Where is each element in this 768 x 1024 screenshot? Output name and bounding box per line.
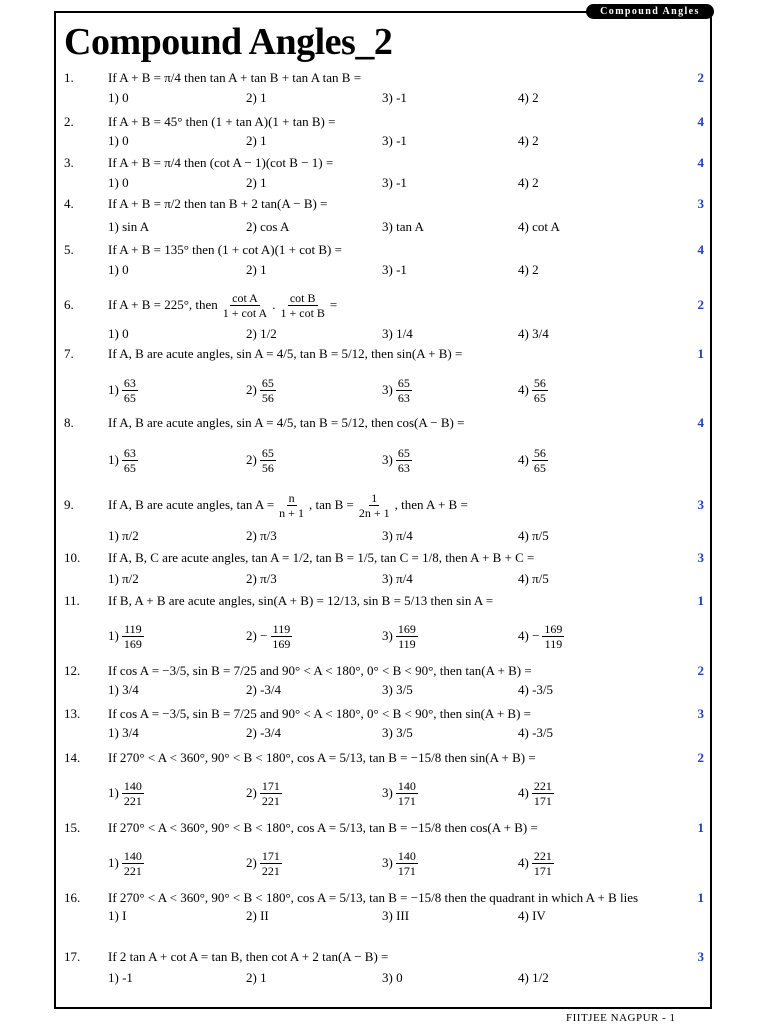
question-number: 6. bbox=[64, 297, 74, 312]
fraction-numerator: 140 bbox=[123, 778, 142, 793]
option-2: 2) 1 bbox=[246, 262, 267, 277]
question-number: 12. bbox=[64, 663, 81, 678]
fraction-denominator: 65 bbox=[533, 390, 546, 405]
fraction-denominator: n + 1 bbox=[279, 505, 304, 520]
question-number: 17. bbox=[64, 949, 81, 964]
option-1 bbox=[108, 775, 147, 811]
fraction-numerator: cot B bbox=[289, 290, 316, 305]
option-1: 1) π/2 bbox=[108, 528, 139, 543]
option-2 bbox=[246, 845, 285, 881]
option-4: 4) 2 bbox=[518, 90, 539, 105]
fraction-denominator: 65 bbox=[123, 460, 136, 475]
question-text bbox=[108, 486, 468, 524]
fraction-denominator: 119 bbox=[398, 636, 416, 651]
option-label: 4) bbox=[518, 382, 529, 397]
fraction bbox=[221, 291, 269, 320]
option-1: 1) I bbox=[108, 908, 127, 923]
option-1 bbox=[108, 618, 147, 654]
option-label: 1) bbox=[108, 628, 119, 643]
question-text: If A, B are acute angles, sin A = 4/5, tan B = 5/12, then sin(A + B) = bbox=[108, 346, 463, 361]
question-number: 9. bbox=[64, 497, 74, 512]
option-2: 2) 1 bbox=[246, 175, 267, 190]
option-label: 1) bbox=[108, 452, 119, 467]
question-number: 4. bbox=[64, 196, 74, 211]
option-3: 3) tan A bbox=[382, 219, 424, 234]
option-label: 4) − bbox=[518, 628, 540, 643]
question-number: 8. bbox=[64, 415, 74, 430]
fraction-numerator: 65 bbox=[397, 375, 410, 390]
option-3: 3) III bbox=[382, 908, 410, 923]
answer-key: 3 bbox=[697, 497, 704, 512]
option-1: 1) 3/4 bbox=[108, 682, 139, 697]
option-1 bbox=[108, 442, 141, 478]
option-label: 1) bbox=[108, 855, 119, 870]
option-label: 3) bbox=[382, 785, 393, 800]
option-2: 2) -3/4 bbox=[246, 682, 282, 697]
question-text: If A + B = π/2 then tan B + 2 tan(A − B) = bbox=[108, 196, 328, 211]
question-text-mid: , tan B = bbox=[308, 497, 354, 512]
option-1: 1) 0 bbox=[108, 90, 129, 105]
fraction-denominator: 171 bbox=[533, 793, 552, 808]
fraction-numerator: 140 bbox=[123, 848, 142, 863]
fraction-numerator: 65 bbox=[261, 375, 274, 390]
option-2: 2) -3/4 bbox=[246, 725, 282, 740]
option-4: 4) 2 bbox=[518, 133, 539, 148]
option-2: 2) 1 bbox=[246, 90, 267, 105]
question-number: 16. bbox=[64, 890, 81, 905]
fraction bbox=[260, 849, 282, 878]
question-text: If 270° < A < 360°, 90° < B < 180°, cos A = 5/13, tan B = −15/8 then sin(A + B) = bbox=[108, 750, 536, 765]
question-text: If cos A = −3/5, sin B = 7/25 and 90° < A < 180°, 0° < B < 90°, then sin(A + B) = bbox=[108, 706, 531, 721]
option-3: 3) π/4 bbox=[382, 528, 413, 543]
fraction-numerator: 221 bbox=[533, 848, 552, 863]
answer-key: 3 bbox=[697, 706, 704, 721]
question-text-lead: If A + B = 225°, then bbox=[108, 297, 218, 312]
question-number: 5. bbox=[64, 242, 74, 257]
option-label: 3) bbox=[382, 382, 393, 397]
option-label: 3) bbox=[382, 855, 393, 870]
answer-key: 2 bbox=[697, 663, 704, 678]
fraction-numerator: 221 bbox=[533, 778, 552, 793]
fraction-denominator: 65 bbox=[123, 390, 136, 405]
fraction bbox=[396, 446, 412, 475]
fraction bbox=[532, 849, 554, 878]
fraction bbox=[277, 491, 306, 520]
answer-key: 3 bbox=[697, 550, 704, 565]
option-1: 1) 0 bbox=[108, 262, 129, 277]
fraction bbox=[270, 622, 292, 651]
option-1: 1) -1 bbox=[108, 970, 133, 985]
option-4 bbox=[518, 845, 557, 881]
option-2 bbox=[246, 442, 279, 478]
question-text bbox=[108, 286, 337, 324]
answer-key: 1 bbox=[697, 820, 704, 835]
option-4: 4) -3/5 bbox=[518, 725, 554, 740]
option-2: 2) cos A bbox=[246, 219, 290, 234]
header-tag: Compound Angles bbox=[586, 4, 714, 19]
fraction bbox=[122, 446, 138, 475]
option-1: 1) 0 bbox=[108, 326, 129, 341]
fraction bbox=[260, 446, 276, 475]
fraction bbox=[396, 849, 418, 878]
question-text: If 270° < A < 360°, 90° < B < 180°, cos A = 5/13, tan B = −15/8 then cos(A + B) = bbox=[108, 820, 538, 835]
option-4: 4) 2 bbox=[518, 175, 539, 190]
option-4 bbox=[518, 372, 551, 408]
fraction-numerator: 140 bbox=[397, 778, 416, 793]
option-label: 2) bbox=[246, 855, 257, 870]
fraction-denominator: 56 bbox=[261, 390, 274, 405]
fraction-numerator: n bbox=[288, 490, 295, 505]
fraction-denominator: 119 bbox=[544, 636, 563, 651]
option-3: 3) 3/5 bbox=[382, 725, 413, 740]
option-label: 1) bbox=[108, 785, 119, 800]
answer-key: 3 bbox=[697, 196, 704, 211]
fraction-numerator: 65 bbox=[397, 445, 410, 460]
answer-key: 1 bbox=[697, 346, 704, 361]
option-label: 4) bbox=[518, 785, 529, 800]
fraction-denominator: 221 bbox=[123, 863, 142, 878]
question-text: If 270° < A < 360°, 90° < B < 180°, cos A = 5/13, tan B = −15/8 then the quadrant in which A + B lies bbox=[108, 890, 639, 905]
option-2: 2) 1/2 bbox=[246, 326, 277, 341]
option-label: 4) bbox=[518, 855, 529, 870]
fraction-numerator: 63 bbox=[123, 445, 136, 460]
fraction-numerator: 1 bbox=[371, 490, 378, 505]
option-3 bbox=[382, 775, 421, 811]
page-title: Compound Angles_2 bbox=[64, 21, 393, 63]
question-number: 10. bbox=[64, 550, 81, 565]
question-text: If A + B = 135° then (1 + cot A)(1 + cot B) = bbox=[108, 242, 342, 257]
question-text: If B, A + B are acute angles, sin(A + B) = 12/13, sin B = 5/13 then sin A = bbox=[108, 593, 494, 608]
option-4: 4) -3/5 bbox=[518, 682, 554, 697]
option-2: 2) π/3 bbox=[246, 528, 277, 543]
fraction bbox=[122, 849, 144, 878]
fraction-denominator: 63 bbox=[397, 390, 410, 405]
fraction-numerator: 171 bbox=[261, 778, 280, 793]
option-3: 3) 1/4 bbox=[382, 326, 413, 341]
fraction bbox=[532, 446, 548, 475]
fraction bbox=[396, 779, 418, 808]
option-label: 4) bbox=[518, 452, 529, 467]
option-1 bbox=[108, 845, 147, 881]
question-number: 14. bbox=[64, 750, 81, 765]
answer-key: 4 bbox=[697, 155, 704, 170]
multiply-dot: . bbox=[272, 297, 276, 312]
option-2 bbox=[246, 775, 285, 811]
page-footer: FIITJEE NAGPUR - 1 bbox=[566, 1012, 676, 1024]
fraction-denominator: 171 bbox=[397, 793, 416, 808]
question-text: If cos A = −3/5, sin B = 7/25 and 90° < A < 180°, 0° < B < 90°, then tan(A + B) = bbox=[108, 663, 532, 678]
fraction bbox=[260, 376, 276, 405]
option-2: 2) II bbox=[246, 908, 269, 923]
question-number: 3. bbox=[64, 155, 74, 170]
answer-key: 3 bbox=[697, 949, 704, 964]
option-label: 3) bbox=[382, 452, 393, 467]
question-text: If A + B = π/4 then tan A + tan B + tan A tan B = bbox=[108, 70, 362, 85]
fraction bbox=[122, 376, 138, 405]
option-3: 3) π/4 bbox=[382, 571, 413, 586]
fraction bbox=[122, 779, 144, 808]
option-label: 2) bbox=[246, 452, 257, 467]
option-3: 3) 3/5 bbox=[382, 682, 413, 697]
question-text: If A + B = π/4 then (cot A − 1)(cot B − 1) = bbox=[108, 155, 334, 170]
option-4: 4) IV bbox=[518, 908, 546, 923]
fraction-denominator: 171 bbox=[533, 863, 552, 878]
option-3 bbox=[382, 845, 421, 881]
fraction-denominator: 221 bbox=[123, 793, 142, 808]
option-4 bbox=[518, 442, 551, 478]
equals-sign: = bbox=[329, 297, 338, 312]
fraction bbox=[278, 291, 326, 320]
fraction-numerator: 140 bbox=[397, 848, 416, 863]
fraction-numerator: 119 bbox=[272, 621, 291, 636]
option-1: 1) 0 bbox=[108, 133, 129, 148]
answer-key: 1 bbox=[697, 890, 704, 905]
option-label: 2) − bbox=[246, 628, 268, 643]
fraction-denominator: 1 + cot A bbox=[222, 305, 268, 320]
fraction bbox=[357, 491, 392, 520]
question-number: 11. bbox=[64, 593, 80, 608]
option-4 bbox=[518, 775, 557, 811]
option-3: 3) -1 bbox=[382, 175, 407, 190]
fraction bbox=[260, 779, 282, 808]
fraction-denominator: 169 bbox=[272, 636, 291, 651]
fraction bbox=[542, 622, 564, 651]
fraction bbox=[396, 376, 412, 405]
fraction-denominator: 65 bbox=[533, 460, 546, 475]
answer-key: 4 bbox=[697, 242, 704, 257]
fraction-numerator: 171 bbox=[261, 848, 280, 863]
fraction-numerator: 169 bbox=[397, 621, 416, 636]
answer-key: 2 bbox=[697, 750, 704, 765]
option-4 bbox=[518, 618, 567, 654]
fraction bbox=[122, 622, 144, 651]
option-3: 3) -1 bbox=[382, 90, 407, 105]
question-number: 2. bbox=[64, 114, 74, 129]
fraction bbox=[396, 622, 418, 651]
fraction-denominator: 171 bbox=[397, 863, 416, 878]
option-4: 4) cot A bbox=[518, 219, 560, 234]
option-1: 1) sin A bbox=[108, 219, 150, 234]
question-text: If A, B are acute angles, sin A = 4/5, tan B = 5/12, then cos(A − B) = bbox=[108, 415, 465, 430]
question-text-lead: If A, B are acute angles, tan A = bbox=[108, 497, 275, 512]
option-3: 3) 0 bbox=[382, 970, 403, 985]
option-1 bbox=[108, 372, 141, 408]
fraction-numerator: 119 bbox=[124, 621, 142, 636]
fraction-denominator: 221 bbox=[261, 793, 280, 808]
fraction-denominator: 56 bbox=[261, 460, 274, 475]
option-label: 2) bbox=[246, 785, 257, 800]
option-3 bbox=[382, 618, 421, 654]
option-label: 3) bbox=[382, 628, 393, 643]
answer-key: 4 bbox=[697, 114, 704, 129]
option-2 bbox=[246, 372, 279, 408]
fraction-denominator: 1 + cot B bbox=[280, 305, 325, 320]
option-3: 3) -1 bbox=[382, 133, 407, 148]
fraction-denominator: 169 bbox=[123, 636, 142, 651]
question-text: If 2 tan A + cot A = tan B, then cot A + 2 tan(A − B) = bbox=[108, 949, 389, 964]
question-number: 15. bbox=[64, 820, 81, 835]
fraction bbox=[532, 376, 548, 405]
option-4: 4) π/5 bbox=[518, 528, 549, 543]
fraction-denominator: 221 bbox=[261, 863, 280, 878]
fraction-denominator: 63 bbox=[397, 460, 410, 475]
option-2 bbox=[246, 618, 295, 654]
option-label: 1) bbox=[108, 382, 119, 397]
answer-key: 2 bbox=[697, 70, 704, 85]
option-4: 4) π/5 bbox=[518, 571, 549, 586]
option-1: 1) 3/4 bbox=[108, 725, 139, 740]
fraction-numerator: cot A bbox=[232, 290, 258, 305]
fraction-numerator: 56 bbox=[533, 445, 546, 460]
fraction-numerator: 65 bbox=[261, 445, 274, 460]
fraction-denominator: 2n + 1 bbox=[358, 505, 390, 520]
option-3 bbox=[382, 442, 415, 478]
option-4: 4) 3/4 bbox=[518, 326, 549, 341]
option-1: 1) π/2 bbox=[108, 571, 139, 586]
fraction-numerator: 169 bbox=[544, 621, 563, 636]
option-4: 4) 2 bbox=[518, 262, 539, 277]
answer-key: 1 bbox=[697, 593, 704, 608]
option-3 bbox=[382, 372, 415, 408]
option-3: 3) -1 bbox=[382, 262, 407, 277]
option-4: 4) 1/2 bbox=[518, 970, 549, 985]
option-label: 2) bbox=[246, 382, 257, 397]
question-text-tail: , then A + B = bbox=[394, 497, 468, 512]
option-2: 2) 1 bbox=[246, 133, 267, 148]
option-2: 2) 1 bbox=[246, 970, 267, 985]
question-number: 13. bbox=[64, 706, 81, 721]
option-1: 1) 0 bbox=[108, 175, 129, 190]
option-2: 2) π/3 bbox=[246, 571, 277, 586]
fraction bbox=[532, 779, 554, 808]
answer-key: 4 bbox=[697, 415, 704, 430]
question-text: If A, B, C are acute angles, tan A = 1/2, tan B = 1/5, tan C = 1/8, then A + B + C = bbox=[108, 550, 535, 565]
question-number: 7. bbox=[64, 346, 74, 361]
fraction-numerator: 56 bbox=[533, 375, 546, 390]
question-text: If A + B = 45° then (1 + tan A)(1 + tan B) = bbox=[108, 114, 336, 129]
answer-key: 2 bbox=[697, 297, 704, 312]
question-number: 1. bbox=[64, 70, 74, 85]
fraction-numerator: 63 bbox=[123, 375, 136, 390]
